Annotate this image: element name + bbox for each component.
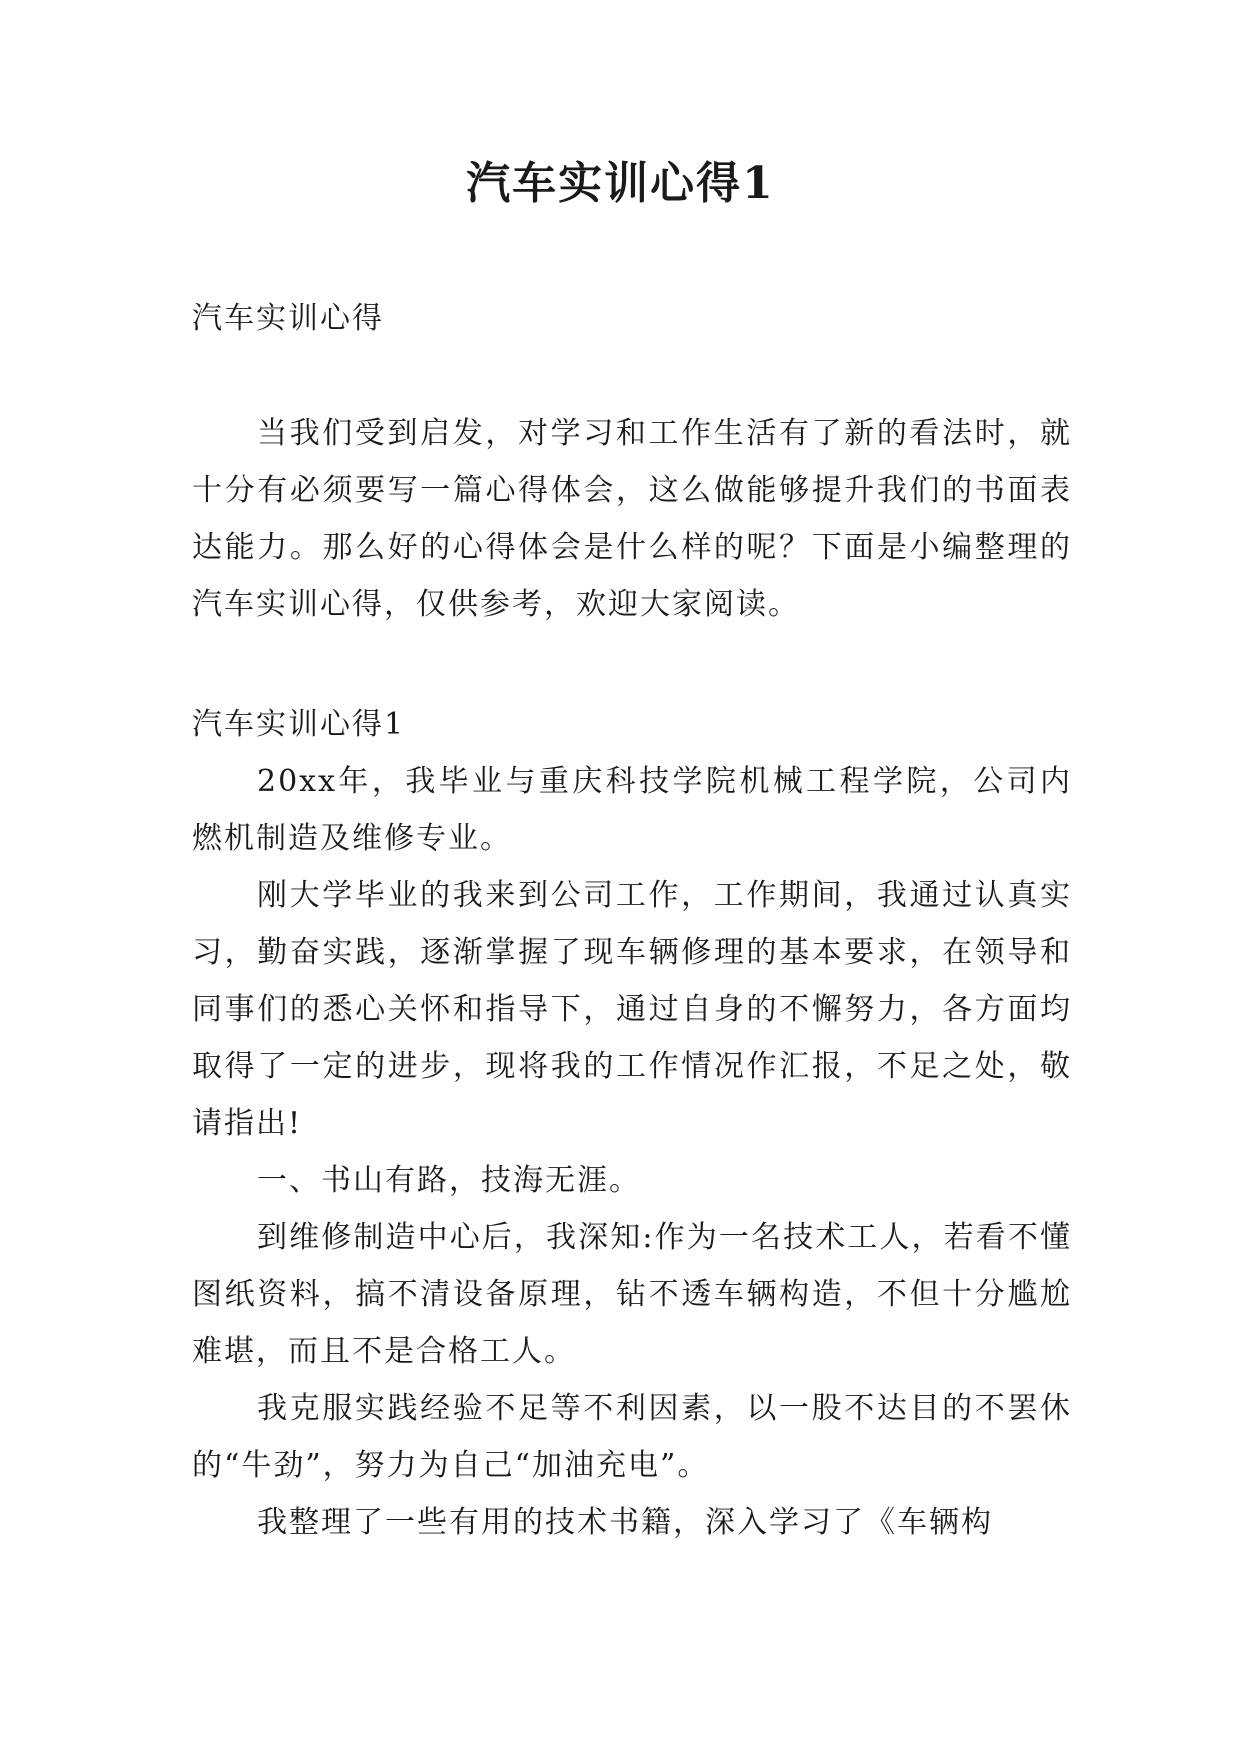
section-body [192,753,1072,1551]
document-subtitle: 汽车实训心得 [192,301,384,336]
intro-paragraph [192,405,1072,633]
body-paragraph: 我整理了一些有用的技术书籍，深入学习了《车辆构 [257,1505,993,1540]
body-paragraph: 刚大学毕业的我来到公司工作，工作期间，我通过认真实习，勤奋实践，逐渐掌握了现车辆修理的基本要求，在领导和同事们的悉心关怀和指导下，通过自身的不懈努力，各方面均取得了一定的进步，现将我的工作情况作汇报，不足之处，敬请指出! [192,878,1072,1141]
document-title: 汽车实训心得1 [466,158,775,209]
body-paragraph: 我克服实践经验不足等不利因素，以一股不达目的不罢休的“牛劲”，努力为自己“加油充电”。 [192,1391,1072,1483]
section-heading: 汽车实训心得1 [192,707,406,742]
body-paragraph: 到维修制造中心后，我深知:作为一名技术工人，若看不懂图纸资料，搞不清设备原理，钻不透车辆构造，不但十分尴尬难堪，而且不是合格工人。 [192,1220,1072,1369]
body-paragraph: 20xx年，我毕业与重庆科技学院机械工程学院，公司内燃机制造及维修专业。 [192,764,1072,856]
intro-text: 当我们受到启发，对学习和工作生活有了新的看法时，就十分有必须要写一篇心得体会，这么做能够提升我们的书面表达能力。那么好的心得体会是什么样的呢？下面是小编整理的汽车实训心得，仅供参考，欢迎大家阅读。 [192,416,1072,622]
body-paragraph: 一、书山有路，技海无涯。 [257,1163,641,1198]
